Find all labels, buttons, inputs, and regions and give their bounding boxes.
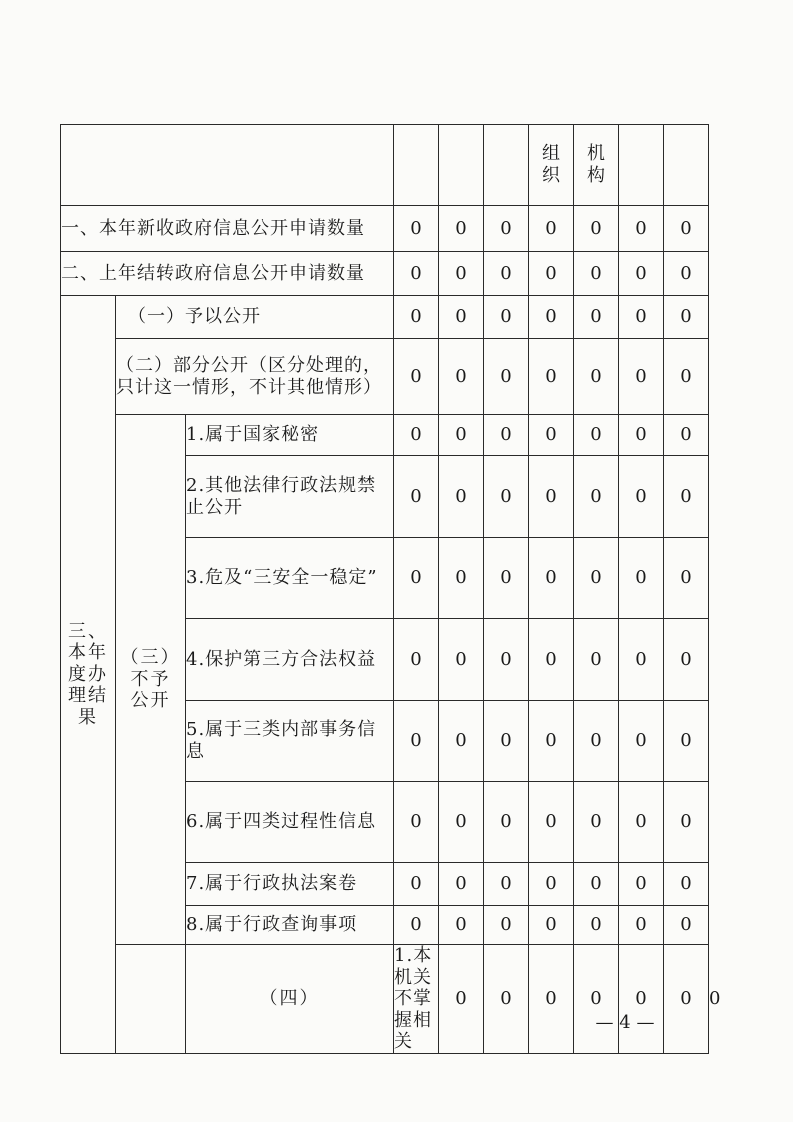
value-cell: 0 — [574, 906, 619, 945]
value-cell: 0 — [394, 415, 439, 456]
table-row — [61, 339, 709, 415]
value-cell: 0 — [484, 339, 529, 415]
row-label: 3.危及“三安全一稳定” — [186, 538, 394, 619]
value-cell: 0 — [484, 945, 529, 1054]
header-cell-7 — [664, 125, 709, 206]
value-cell: 0 — [394, 206, 439, 252]
value-cell: 0 — [574, 863, 619, 906]
value-cell: 0 — [439, 415, 484, 456]
value-cell: 0 — [664, 945, 709, 1054]
value-cell: 0 — [394, 538, 439, 619]
value-cell: 0 — [574, 206, 619, 252]
header-cell-1 — [394, 125, 439, 206]
value-cell: 0 — [394, 456, 439, 538]
value-cell: 0 — [619, 701, 664, 782]
page-number: — 4 — — [595, 1012, 655, 1033]
value-cell: 0 — [484, 456, 529, 538]
value-cell: 0 — [619, 782, 664, 863]
value-cell: 0 — [484, 296, 529, 339]
header-blank-cell — [61, 125, 394, 206]
table-row — [61, 296, 709, 339]
value-cell: 0 — [394, 619, 439, 701]
value-cell: 0 — [574, 415, 619, 456]
row-label: （一）予以公开 — [116, 296, 394, 339]
value-cell: 0 — [439, 538, 484, 619]
value-cell: 0 — [529, 252, 574, 296]
value-cell: 0 — [439, 456, 484, 538]
table-row — [61, 252, 709, 296]
value-cell: 0 — [664, 701, 709, 782]
value-cell: 0 — [664, 863, 709, 906]
header-cell-3 — [484, 125, 529, 206]
value-cell: 0 — [529, 863, 574, 906]
value-cell: 0 — [394, 339, 439, 415]
value-cell: 0 — [439, 339, 484, 415]
table-row — [61, 206, 709, 252]
row-label: 1.本机关不掌握相关 — [394, 945, 439, 1054]
disclosure-statistics-table — [60, 124, 721, 1054]
header-cell-2 — [439, 125, 484, 206]
value-cell: 0 — [484, 538, 529, 619]
value-cell: 0 — [529, 906, 574, 945]
sub-four-label: （四） — [186, 945, 394, 1054]
value-cell: 0 — [619, 296, 664, 339]
value-cell: 0 — [664, 339, 709, 415]
row-label: 4.保护第三方合法权益 — [186, 619, 394, 701]
value-cell: 0 — [664, 619, 709, 701]
value-cell: 0 — [529, 538, 574, 619]
value-cell: 0 — [394, 863, 439, 906]
value-cell: 0 — [394, 906, 439, 945]
value-cell: 0 — [664, 296, 709, 339]
value-cell: 0 — [619, 252, 664, 296]
section-three-continued — [116, 945, 186, 1054]
value-cell: 0 — [664, 415, 709, 456]
header-cell-institution: 机 构 — [574, 125, 619, 206]
value-cell: 0 — [484, 906, 529, 945]
value-cell: 0 — [664, 206, 709, 252]
value-cell: 0 — [664, 906, 709, 945]
section-three-label: 三、 本年 度办 理结 果 — [61, 296, 116, 1054]
value-cell: 0 — [529, 456, 574, 538]
value-cell: 0 — [529, 415, 574, 456]
row-label: 6.属于四类过程性信息 — [186, 782, 394, 863]
value-cell: 0 — [619, 619, 664, 701]
value-cell: 0 — [529, 945, 574, 1054]
value-cell: 0 — [574, 456, 619, 538]
value-cell: 0 — [439, 906, 484, 945]
value-cell: 0 — [664, 456, 709, 538]
header-row — [61, 125, 709, 206]
value-cell: 0 — [574, 538, 619, 619]
value-cell: 0 — [439, 701, 484, 782]
value-cell: 0 — [619, 863, 664, 906]
value-cell: 0 — [529, 701, 574, 782]
row-label: （二）部分公开（区分处理的，只计这一情形，不计其他情形） — [116, 339, 394, 415]
value-cell: 0 — [574, 701, 619, 782]
value-cell: 0 — [484, 206, 529, 252]
value-cell: 0 — [619, 456, 664, 538]
value-cell: 0 — [574, 339, 619, 415]
value-cell: 0 — [529, 296, 574, 339]
value-cell: 0 — [619, 945, 664, 1054]
value-cell: 0 — [394, 782, 439, 863]
value-cell: 0 — [484, 863, 529, 906]
value-cell: 0 — [574, 252, 619, 296]
value-cell: 0 — [619, 538, 664, 619]
value-cell: 0 — [439, 945, 484, 1054]
value-cell: 0 — [439, 782, 484, 863]
value-cell: 0 — [619, 339, 664, 415]
row-label: 5.属于三类内部事务信息 — [186, 701, 394, 782]
value-cell: 0 — [529, 206, 574, 252]
value-cell: 0 — [619, 415, 664, 456]
value-cell: 0 — [394, 252, 439, 296]
value-cell: 0 — [439, 252, 484, 296]
value-cell: 0 — [664, 782, 709, 863]
table-row: （四） 1.本机关不掌握相关 0 0 0 0 0 0 0 — [61, 945, 709, 1054]
value-cell: 0 — [529, 782, 574, 863]
value-cell: 0 — [619, 906, 664, 945]
value-cell: 0 — [439, 619, 484, 701]
value-cell: 0 — [484, 782, 529, 863]
value-cell: 0 — [529, 339, 574, 415]
value-cell: 0 — [394, 296, 439, 339]
table-row — [61, 415, 709, 456]
row-label: 二、上年结转政府信息公开申请数量 — [61, 252, 394, 296]
value-cell: 0 — [574, 945, 619, 1054]
header-cell-6 — [619, 125, 664, 206]
value-cell: 0 — [394, 701, 439, 782]
value-cell: 0 — [664, 538, 709, 619]
value-cell: 0 — [484, 415, 529, 456]
value-cell: 0 — [664, 252, 709, 296]
value-cell: 0 — [439, 296, 484, 339]
value-cell: 0 — [574, 296, 619, 339]
value-cell: 0 — [484, 252, 529, 296]
row-label: 8.属于行政查询事项 — [186, 906, 394, 945]
row-label: 2.其他法律行政法规禁止公开 — [186, 456, 394, 538]
value-cell: 0 — [619, 206, 664, 252]
row-label: 1.属于国家秘密 — [186, 415, 394, 456]
value-cell: 0 — [484, 701, 529, 782]
header-cell-org: 组 织 — [529, 125, 574, 206]
row-label: 7.属于行政执法案卷 — [186, 863, 394, 906]
value-cell: 0 — [439, 206, 484, 252]
value-cell: 0 — [529, 619, 574, 701]
row-label: 一、本年新收政府信息公开申请数量 — [61, 206, 394, 252]
value-cell: 0 — [574, 619, 619, 701]
value-cell: 0 — [484, 619, 529, 701]
value-cell: 0 — [574, 782, 619, 863]
value-cell: 0 — [439, 863, 484, 906]
not-open-group-label: （三） 不予 公开 — [116, 415, 186, 945]
